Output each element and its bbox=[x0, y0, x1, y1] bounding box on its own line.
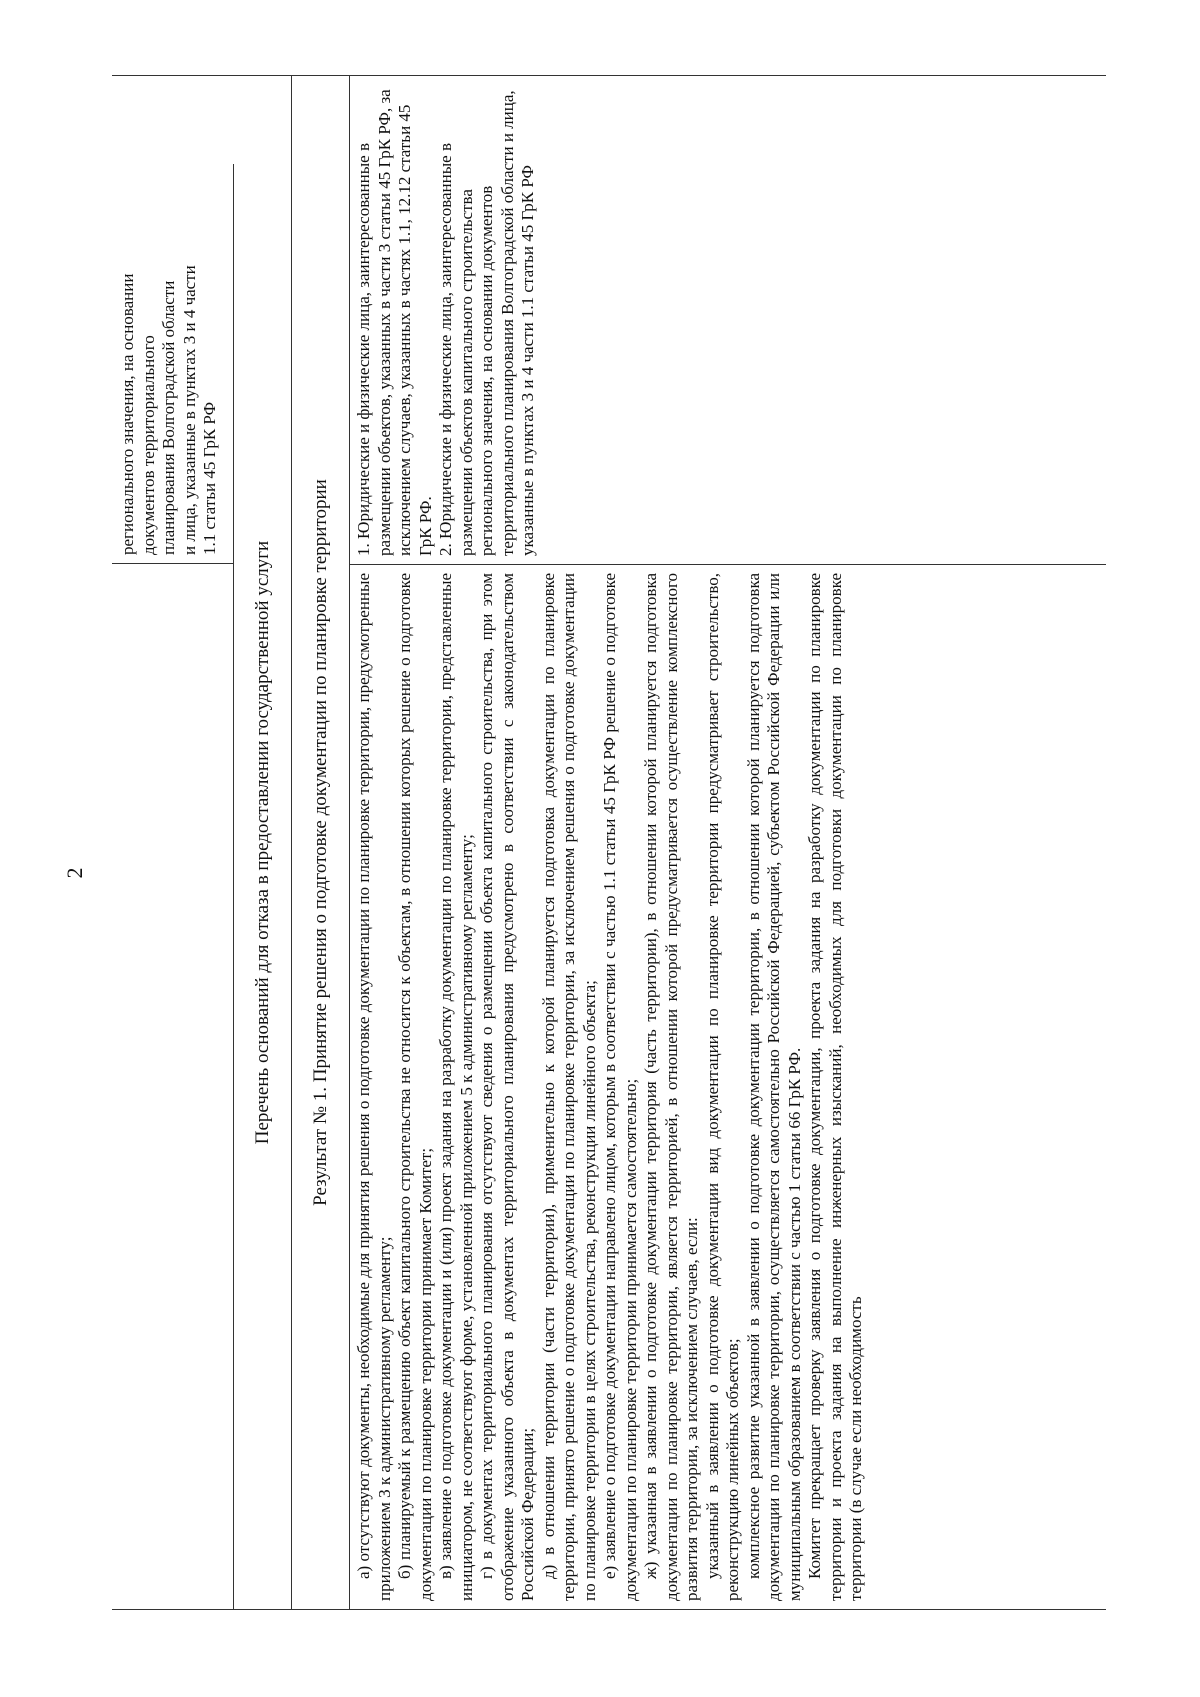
refusal-grounds-cell bbox=[350, 564, 1106, 1609]
table-row-top bbox=[112, 75, 234, 1610]
top-left-cell bbox=[112, 564, 234, 1609]
top-right-cell: регионального значения, на основании документов территориального планирования Волгоградской области и лица, указанные в пунктах 3 и 4 части 1.1 статьи 45 ГрК РФ bbox=[112, 164, 234, 564]
page-number: 2 bbox=[62, 867, 87, 879]
ground-item: е) заявление о подготовке документации направлено лицом, которым в соответствии с частью 1.1 статьи 45 ГрК РФ решение о подготовке документации по планировке территории принимается самостоятельно; bbox=[600, 573, 640, 1601]
ground-item: д) в отношении территории (части территории), применительно к которой планируется подготовка документации по планировке территории, принято решение о подготовке документации по планировке территории, за исключением решения о подготовке документации по планировке территории в целях строительства, реконструкции линейного объекта; bbox=[538, 573, 599, 1601]
table-row-body bbox=[350, 75, 1106, 1610]
ground-item: б) планируемый к размещению объект капитального строительства не относится к объектам, в отношении которых решение о подготовке документации по планировке территории принимает Комитет; bbox=[395, 573, 435, 1601]
ground-item: г) в документах территориального планирования отсутствуют сведения о размещении объекта капитального строительства, при этом отображение указанного объекта в документах территориального планирования предусмотрено в соответствии с законодательством Российской Федерации; bbox=[477, 573, 537, 1601]
ground-item: а) отсутствуют документы, необходимые для принятия решения о подготовке документации по планировке территории, предусмотренные приложением 3 к административному регламенту; bbox=[354, 573, 394, 1601]
section-header: Перечень оснований для отказа в предоставлении государственной услуги bbox=[234, 75, 292, 1610]
ground-item: комплексное развитие указанной в заявлении о подготовке документации территории, в отношении которой планируется подготовка документации по планировке территории, осуществляется самостоятельно Российской Федерацией, субъектом Российской Федерации или муниципальным образованием в соответствии с частью 1 статьи 66 ГрК РФ. bbox=[743, 573, 804, 1601]
applicant-item: 1. Юридические и физические лица, заинтересованные в размещении объектов, указанных в части 3 статьи 45 ГрК РФ, за исключением случаев, указанных в частях 1.1, 12.12 статьи 45 ГрК РФ. bbox=[354, 89, 435, 556]
result-header: Результат № 1. Принятие решения о подготовке документации по планировке территории bbox=[292, 75, 350, 1610]
ground-item: ж) указанная в заявлении о подготовке документации территория (часть территории), в отношении которой планируется подготовка документации по планировке территории, является территорией, в отношении которой предусматривается осуществление комплексного развития территории, за исключением случаев, если: bbox=[641, 573, 701, 1601]
ground-item: в) заявление о подготовке документации и (или) проект задания на разработку документации по планировке территории, представленные инициатором, не соответствуют форме, установленной приложением 5 к административному регламенту; bbox=[436, 573, 476, 1601]
applicant-item: 2. Юридические и физические лица, заинтересованные в размещении объектов капитального строительства регионального значения, на основании документов территориального планирования Волгоградской области и лица, указанные в пунктах 3 и 4 части 1.1 статьи 45 ГрК РФ bbox=[436, 90, 537, 556]
applicants-cell bbox=[350, 74, 1106, 564]
ground-item: Комитет прекращает проверку заявления о подготовке документации, проекта задания на разработку документации по планировке территории и проекта задания на выполнение инженерных изысканий, необходимых для подготовки документации по планировке территории (в случае если необходимость bbox=[805, 573, 865, 1601]
document-table bbox=[112, 75, 1106, 1610]
ground-item: указанный в заявлении о подготовке документации вид документации по планировке территории предусматривает строительство, реконструкцию линейных объектов; bbox=[702, 573, 742, 1601]
